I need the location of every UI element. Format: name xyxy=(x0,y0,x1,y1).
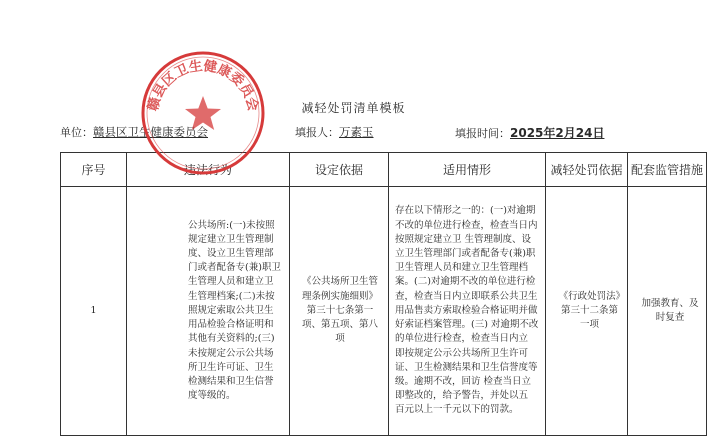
cell-violation xyxy=(127,187,290,436)
cell-no: 1 xyxy=(61,187,127,436)
reduce-basis-text: 《行政处罚法》第三十二条第一项 xyxy=(558,290,621,331)
cell-situation xyxy=(389,187,546,436)
cell-basis xyxy=(290,187,389,436)
date-label: 填报时间： xyxy=(455,127,510,140)
header-no: 序号 xyxy=(61,153,127,187)
situation-text: 存在以下情形之一的：(一)对逾期不改的单位进行检查，检查当日内按照规定建立卫 生管理制度、设立卫生管理部门或者配备专(兼)职卫生管理人员和建立卫生管理档案。(二)对逾期不改的单位进行检查，检查当日内立即联系公共卫生用品售卖方索取检验合格证明并做好索证档案管理。(三) 对逾期不改的单位进行检查，检查当日内立 即按规定公示公共场所卫生许可证、卫生检测结果和卫生信誉度等级。逾期不改，回访 检查当日立即整改的，给予警告，并处以五 百元以上一千元以下的罚款。 xyxy=(395,205,539,416)
document-title: 减轻处罚清单模板 xyxy=(301,101,406,115)
header-reduce-basis: 减轻处罚依据 xyxy=(546,153,628,187)
measures-text: 加强教育、及时复查 xyxy=(641,297,699,323)
header-measures: 配套监管措施 xyxy=(628,153,707,187)
violation-text: 公共场所:(一)未按照规定建立卫生管理制度、设立卫生管理部门或者配备专(兼)职卫生管理人员和建立卫生管理档案;(二)未按照规定索取公共卫生用品检验合格证明和其他有关资料的;(三)未按规定公示公共场所卫生许可证、卫生检测结果和卫生信誉 度等级的。 xyxy=(188,219,281,402)
table-row xyxy=(61,187,707,436)
filler-line xyxy=(295,124,374,140)
date-line xyxy=(455,124,604,141)
header-violation: 违法行为 xyxy=(127,153,290,187)
unit-label: 单位： xyxy=(60,126,93,139)
svg-text:赣县区卫生健康委员会: 赣县区卫生健康委员会 xyxy=(145,58,261,113)
cell-reduce-basis xyxy=(546,187,628,436)
header-basis: 设定依据 xyxy=(290,153,389,187)
unit-value: 赣县区卫生健康委员会 xyxy=(93,125,208,139)
date-value: 2025年2月24日 xyxy=(510,126,605,140)
basis-text: 《公共场所卫生管理条例实施细则》第三十七条第一项、第五项、第八项 xyxy=(301,276,378,345)
cell-measures xyxy=(628,187,707,436)
filler-value: 万素玉 xyxy=(339,125,374,139)
header-situation: 适用情形 xyxy=(389,153,546,187)
filler-label: 填报人： xyxy=(295,126,339,139)
official-seal-icon xyxy=(138,48,268,178)
penalty-table xyxy=(60,152,707,436)
